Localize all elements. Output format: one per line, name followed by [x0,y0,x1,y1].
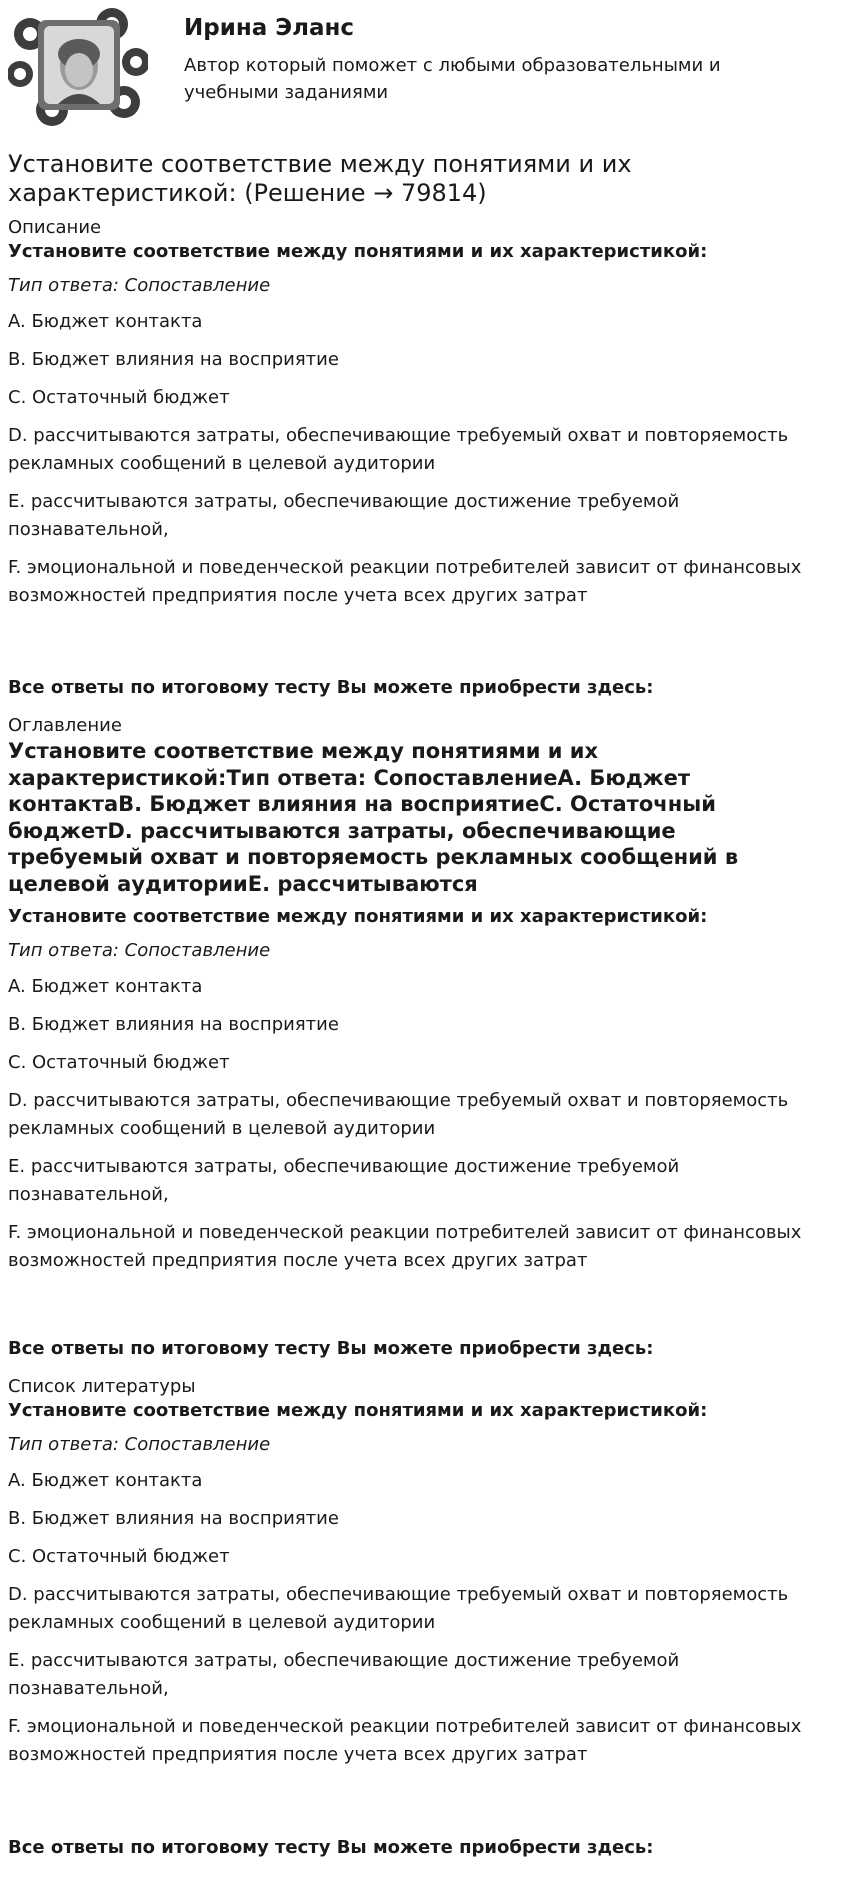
option-d: D. рассчитываются затраты, обеспечивающие требуемый охват и повторяемость рекламных сообщений в целевой аудитории [8,1584,789,1633]
buy-answers-text: Все ответы по итоговому тесту Вы можете приобрести здесь: [8,677,654,698]
buy-answers-text: Все ответы по итоговому тесту Вы можете приобрести здесь: [8,1338,654,1359]
option-e: E. рассчитываются затраты, обеспечивающие достижение требуемой познавательной, [8,491,680,540]
question-title: Установите соответствие между понятиями и их характеристикой: [8,241,708,262]
section-label-description: Описание [8,217,102,238]
section-label-literature: Список литературы [8,1376,196,1397]
main-content [8,150,838,1858]
option-e: E. рассчитываются затраты, обеспечивающие достижение требуемой познавательной, [8,1650,680,1699]
author-description: Автор который поможет с любыми образовательными и учебными заданиями [184,55,721,103]
option-a: A. Бюджет контакта [8,976,203,997]
literature-section [8,1375,838,1779]
option-e: E. рассчитываются затраты, обеспечивающие достижение требуемой познавательной, [8,1156,680,1205]
option-b: B. Бюджет влияния на восприятие [8,349,339,370]
page-title: Установите соответствие между понятиями и их характеристикой: (Решение → 79814) [8,150,632,207]
buy-answers-text: Все ответы по итоговому тесту Вы можете приобрести здесь: [8,1837,654,1858]
answer-type: Тип ответа: Сопоставление [8,275,271,296]
option-d: D. рассчитываются затраты, обеспечивающие требуемый охват и повторяемость рекламных сообщений в целевой аудитории [8,1090,789,1139]
section-label-toc: Оглавление [8,715,122,736]
question-title: Установите соответствие между понятиями и их характеристикой: [8,1400,708,1421]
option-a: A. Бюджет контакта [8,311,203,332]
author-name: Ирина Эланс [184,15,355,41]
option-b: B. Бюджет влияния на восприятие [8,1014,339,1035]
option-d: D. рассчитываются затраты, обеспечивающие требуемый охват и повторяемость рекламных сообщений в целевой аудитории [8,425,789,474]
answer-type: Тип ответа: Сопоставление [8,1434,271,1455]
option-f: F. эмоциональной и поведенческой реакции потребителей зависит от финансовых возможностей предприятия после учета всех других затрат [8,557,802,606]
description-section [8,216,838,620]
option-b: B. Бюджет влияния на восприятие [8,1508,339,1529]
author-header [0,0,847,140]
option-f: F. эмоциональной и поведенческой реакции потребителей зависит от финансовых возможностей предприятия после учета всех других затрат [8,1222,802,1271]
option-c: C. Остаточный бюджет [8,1052,230,1073]
toc-section [8,714,838,1285]
toc-heading: Установите соответствие между понятиями и их характеристикой:Тип ответа: СопоставлениеA. Бюджет контактаB. Бюджет влияния на восприятиеC. Остаточный бюджетD. рассчитываются затраты, обеспечивающие требуемый охват и повторяемость рекламных сообщений в целевой аудиторииE. рассчитываются [8,739,739,896]
option-a: A. Бюджет контакта [8,1470,203,1491]
author-avatar [8,6,148,126]
option-c: C. Остаточный бюджет [8,1546,230,1567]
option-c: C. Остаточный бюджет [8,387,230,408]
option-f: F. эмоциональной и поведенческой реакции потребителей зависит от финансовых возможностей предприятия после учета всех других затрат [8,1716,802,1765]
answer-type: Тип ответа: Сопоставление [8,940,271,961]
question-title: Установите соответствие между понятиями и их характеристикой: [8,906,708,927]
